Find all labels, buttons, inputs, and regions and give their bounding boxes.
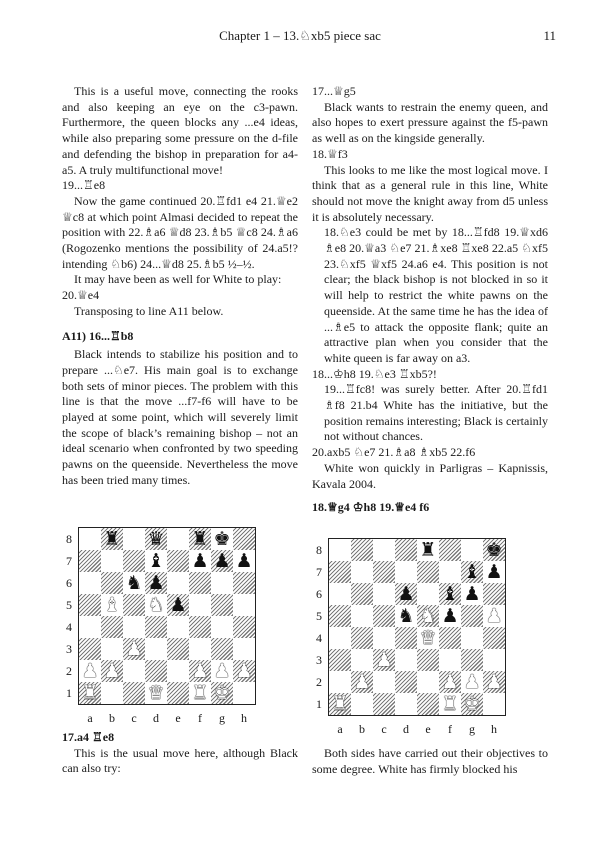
rank-label: 2 <box>66 664 72 678</box>
board-square-g3 <box>461 649 483 671</box>
board-square-a6 <box>79 572 101 594</box>
board-square-c1 <box>123 682 145 704</box>
board-square-b8 <box>351 539 373 561</box>
board-square-g6 <box>211 572 233 594</box>
rank-label: 1 <box>66 686 72 700</box>
left-column <box>62 84 298 489</box>
board-square-c6 <box>373 583 395 605</box>
board-square-c4 <box>123 616 145 638</box>
white-bishop-icon: ♝ <box>103 594 121 616</box>
rank-label: 7 <box>66 554 72 568</box>
board-square-e7 <box>167 550 189 572</box>
move-line: 18.♕f3 <box>312 146 348 161</box>
black-knight-icon: ♞ <box>397 605 415 627</box>
black-bishop-icon: ♝ <box>441 583 459 605</box>
white-pawn-icon: ♟ <box>81 660 99 682</box>
board-square-f8 <box>439 539 461 561</box>
board-square-f7 <box>439 561 461 583</box>
board-square-a2 <box>329 671 351 693</box>
paragraph: This is a useful move, connecting the rooks and also keeping an eye on the c3-pawn. Furthermore, the queen blocks any ...e4 ideas, while also preparing some pressure on the d-file and defending the bishop in preparation for a4-a5. A truly multifunctional move! <box>62 84 298 177</box>
black-rook-icon: ♜ <box>103 528 121 550</box>
white-knight-icon: ♞ <box>419 605 437 627</box>
file-label: c <box>131 711 137 725</box>
board-square-b7 <box>351 561 373 583</box>
black-bishop-icon: ♝ <box>463 561 481 583</box>
board-square-e6 <box>417 583 439 605</box>
file-label: e <box>175 711 181 725</box>
chess-diagram-right <box>312 538 526 738</box>
paragraph: It may have been as well for White to play: <box>74 272 282 287</box>
black-pawn-icon: ♟ <box>463 583 481 605</box>
board-square-d4 <box>395 627 417 649</box>
rank-label: 6 <box>66 576 72 590</box>
board-square-b4 <box>101 616 123 638</box>
white-rook-icon: ♜ <box>81 682 99 704</box>
board-square-h8 <box>233 528 255 550</box>
black-rook-icon: ♜ <box>191 528 209 550</box>
white-pawn-icon: ♟ <box>463 671 481 693</box>
move-line: 18...♔h8 19.♘e3 ♖xb5?! <box>312 366 437 381</box>
board-square-g4 <box>461 627 483 649</box>
black-knight-icon: ♞ <box>125 572 143 594</box>
board-square-c8 <box>373 539 395 561</box>
paragraph: Now the game continued 20.♖fd1 e4 21.♕e2 ♕c8 at which point Almasi decided to repeat the position with 22.♗a6 ♕d8 23.♗b5 ♕c8 24.♗a6 (Rogozenko mentions the possibility of 24.a5!? intending ♘b6) 24...♕d8 25.♗b5 ½–½. <box>62 193 298 271</box>
board-square-b1 <box>101 682 123 704</box>
white-rook-icon: ♜ <box>331 693 349 715</box>
board-square-f4 <box>189 616 211 638</box>
board-square-d7 <box>395 561 417 583</box>
file-label: f <box>198 711 202 725</box>
board-square-f3 <box>439 649 461 671</box>
board-square-a4 <box>329 627 351 649</box>
board-square-a8 <box>329 539 351 561</box>
rank-label: 1 <box>316 697 322 711</box>
white-queen-icon: ♛ <box>147 682 165 704</box>
page-header <box>0 28 600 46</box>
white-pawn-icon: ♟ <box>353 671 371 693</box>
paragraph: White won quickly in Parligras – Kapnissis, Kavala 2004. <box>312 460 548 491</box>
paragraph: Black wants to restrain the enemy queen, and also hopes to exert pressure against the f5-pawn as well as on the kingside generally. <box>312 99 548 146</box>
board-square-a7 <box>329 561 351 583</box>
rank-label: 6 <box>316 587 322 601</box>
board-square-c5 <box>373 605 395 627</box>
board-square-e2 <box>167 660 189 682</box>
board-square-g5 <box>461 605 483 627</box>
file-label: a <box>87 711 93 725</box>
file-label: f <box>448 722 452 736</box>
board-square-c7 <box>373 561 395 583</box>
board-square-b6 <box>101 572 123 594</box>
file-label: e <box>425 722 431 736</box>
board-square-h1 <box>483 693 505 715</box>
black-pawn-icon: ♟ <box>441 605 459 627</box>
black-pawn-icon: ♟ <box>147 572 165 594</box>
black-pawn-icon: ♟ <box>397 583 415 605</box>
black-pawn-icon: ♟ <box>235 550 253 572</box>
white-queen-icon: ♛ <box>419 627 437 649</box>
board-square-f3 <box>189 638 211 660</box>
board-square-g3 <box>211 638 233 660</box>
file-label: g <box>219 711 225 725</box>
board-square-d8 <box>395 539 417 561</box>
board-square-e8 <box>167 528 189 550</box>
board-square-e6 <box>167 572 189 594</box>
rank-label: 5 <box>316 609 322 623</box>
board-square-h3 <box>233 638 255 660</box>
board-square-c2 <box>373 671 395 693</box>
board-square-h5 <box>233 594 255 616</box>
white-pawn-icon: ♟ <box>103 660 121 682</box>
board-square-g5 <box>211 594 233 616</box>
board-square-e7 <box>417 561 439 583</box>
board-square-d3 <box>395 649 417 671</box>
move-line: 20.♕e4 <box>62 288 100 303</box>
board-square-b3 <box>101 638 123 660</box>
board-square-e3 <box>417 649 439 671</box>
file-label: a <box>337 722 343 736</box>
file-label: c <box>381 722 387 736</box>
board-square-c1 <box>373 693 395 715</box>
white-pawn-icon: ♟ <box>191 660 209 682</box>
board-square-g8 <box>461 539 483 561</box>
board-square-c5 <box>123 594 145 616</box>
paragraph: This looks to me like the most logical move. I think that as a general rule in this line, White should not move the knight away from d5 unless it is absolutely necessary. <box>312 162 548 224</box>
paragraph: Transposing to line A11 below. <box>74 303 224 318</box>
board-square-b1 <box>351 693 373 715</box>
board-square-b6 <box>351 583 373 605</box>
white-knight-icon: ♞ <box>147 594 165 616</box>
paragraph: Both sides have carried out their objectives to some degree. White has firmly blocked his <box>312 746 548 776</box>
board-square-e4 <box>167 616 189 638</box>
move-line: 17...♕g5 <box>312 84 356 98</box>
note-paragraph: 19...♖fc8! was surely better. After 20.♖fd1 ♗f8 21.b4 White has the initiative, but the position remains interesting; Black is certainly not without chances. <box>324 382 548 444</box>
left-column-continued <box>62 730 298 777</box>
board-square-a3 <box>329 649 351 671</box>
rank-label: 8 <box>66 532 72 546</box>
white-pawn-icon: ♟ <box>213 660 231 682</box>
board-square-b7 <box>101 550 123 572</box>
board-square-f6 <box>189 572 211 594</box>
board-square-e3 <box>167 638 189 660</box>
file-label: h <box>491 722 497 736</box>
board-square-d3 <box>145 638 167 660</box>
section-heading: A11) 16...♖b8 <box>62 328 134 343</box>
board-square-h6 <box>483 583 505 605</box>
board-square-b3 <box>351 649 373 671</box>
rank-label: 5 <box>66 598 72 612</box>
board-square-a4 <box>79 616 101 638</box>
board-square-a8 <box>79 528 101 550</box>
board-square-c7 <box>123 550 145 572</box>
file-label: b <box>359 722 365 736</box>
rank-label: 8 <box>316 543 322 557</box>
board-square-d1 <box>395 693 417 715</box>
black-king-icon: ♚ <box>213 528 231 550</box>
board-square-f5 <box>189 594 211 616</box>
black-rook-icon: ♜ <box>419 539 437 561</box>
chess-board <box>328 538 506 716</box>
file-label: h <box>241 711 247 725</box>
board-square-a6 <box>329 583 351 605</box>
board-square-h6 <box>233 572 255 594</box>
white-pawn-icon: ♟ <box>485 671 503 693</box>
board-square-b4 <box>351 627 373 649</box>
black-pawn-icon: ♟ <box>485 561 503 583</box>
paragraph: This is the usual move here, although Black can also try: <box>62 745 298 776</box>
diagram-caption: 17.a4 ♖e8 <box>62 730 115 744</box>
board-square-d2 <box>395 671 417 693</box>
board-square-d2 <box>145 660 167 682</box>
black-king-icon: ♚ <box>485 539 503 561</box>
white-pawn-icon: ♟ <box>375 649 393 671</box>
black-queen-icon: ♛ <box>147 528 165 550</box>
board-square-d4 <box>145 616 167 638</box>
rank-label: 7 <box>316 565 322 579</box>
paragraph: Black intends to stabilize his position and to prepare ...♘e7. His main goal is to exchange both sets of minor pieces. The problem with this line is that the move ...f7-f6 will have to be played at some point, which will severely limit the scope of black’s remaining bishop – not an ideal scenario when confronted by two speeding pawns on the queenside. Nevertheless the move has been tried many times. <box>62 347 298 487</box>
board-square-c2 <box>123 660 145 682</box>
chess-diagram-left <box>62 527 276 727</box>
diagram-caption: 18.♕g4 ♔h8 19.♕e4 f6 <box>312 500 430 515</box>
white-pawn-icon: ♟ <box>441 671 459 693</box>
black-pawn-icon: ♟ <box>191 550 209 572</box>
board-square-e1 <box>167 682 189 704</box>
board-square-e2 <box>417 671 439 693</box>
file-label: d <box>153 711 159 725</box>
rank-label: 3 <box>66 642 72 656</box>
white-pawn-icon: ♟ <box>125 638 143 660</box>
board-square-a5 <box>79 594 101 616</box>
rank-label: 3 <box>316 653 322 667</box>
board-square-f4 <box>439 627 461 649</box>
white-king-icon: ♚ <box>213 682 231 704</box>
file-label: b <box>109 711 115 725</box>
board-square-h1 <box>233 682 255 704</box>
black-pawn-icon: ♟ <box>169 594 187 616</box>
move-line: 20.axb5 ♘e7 21.♗a8 ♗xb5 22.f6 <box>312 445 476 460</box>
rank-label: 4 <box>316 631 322 645</box>
move-line: 19...♖e8 <box>62 178 106 193</box>
board-square-g4 <box>211 616 233 638</box>
rank-label: 2 <box>316 675 322 689</box>
white-pawn-icon: ♟ <box>485 605 503 627</box>
spacer <box>312 492 548 500</box>
board-square-h4 <box>483 627 505 649</box>
rank-label: 4 <box>66 620 72 634</box>
note-paragraph: 18.♘e3 could be met by 18...♖fd8 19.♕xd6 ♗e8 20.♕a3 ♘e7 21.♗xe8 ♖xe8 22.a5 ♘xf5 23.♘xf5 ♕xf5 24.a6 e4. This position is not clear; the black bishop is not blocked in so it will help to restrict the white pawns on the queenside. At the same time he has the idea of ...♗e5 to attack the opposite flank; quite an attractive plan when you consider that the white queen is far away on a3. <box>324 225 548 365</box>
white-rook-icon: ♜ <box>191 682 209 704</box>
chess-board <box>78 527 256 705</box>
right-column-continued <box>312 746 548 777</box>
black-bishop-icon: ♝ <box>147 550 165 572</box>
board-square-a3 <box>79 638 101 660</box>
white-king-icon: ♚ <box>463 693 481 715</box>
white-rook-icon: ♜ <box>441 693 459 715</box>
page-number: 11 <box>543 28 556 43</box>
board-square-h4 <box>233 616 255 638</box>
board-square-a5 <box>329 605 351 627</box>
board-square-e1 <box>417 693 439 715</box>
board-square-h3 <box>483 649 505 671</box>
board-square-b5 <box>351 605 373 627</box>
file-label: d <box>403 722 409 736</box>
file-label: g <box>469 722 475 736</box>
right-column <box>312 84 548 516</box>
white-pawn-icon: ♟ <box>235 660 253 682</box>
chapter-title: Chapter 1 – 13.♘xb5 piece sac <box>219 28 381 43</box>
board-square-c4 <box>373 627 395 649</box>
board-square-a7 <box>79 550 101 572</box>
black-pawn-icon: ♟ <box>213 550 231 572</box>
board-square-c8 <box>123 528 145 550</box>
